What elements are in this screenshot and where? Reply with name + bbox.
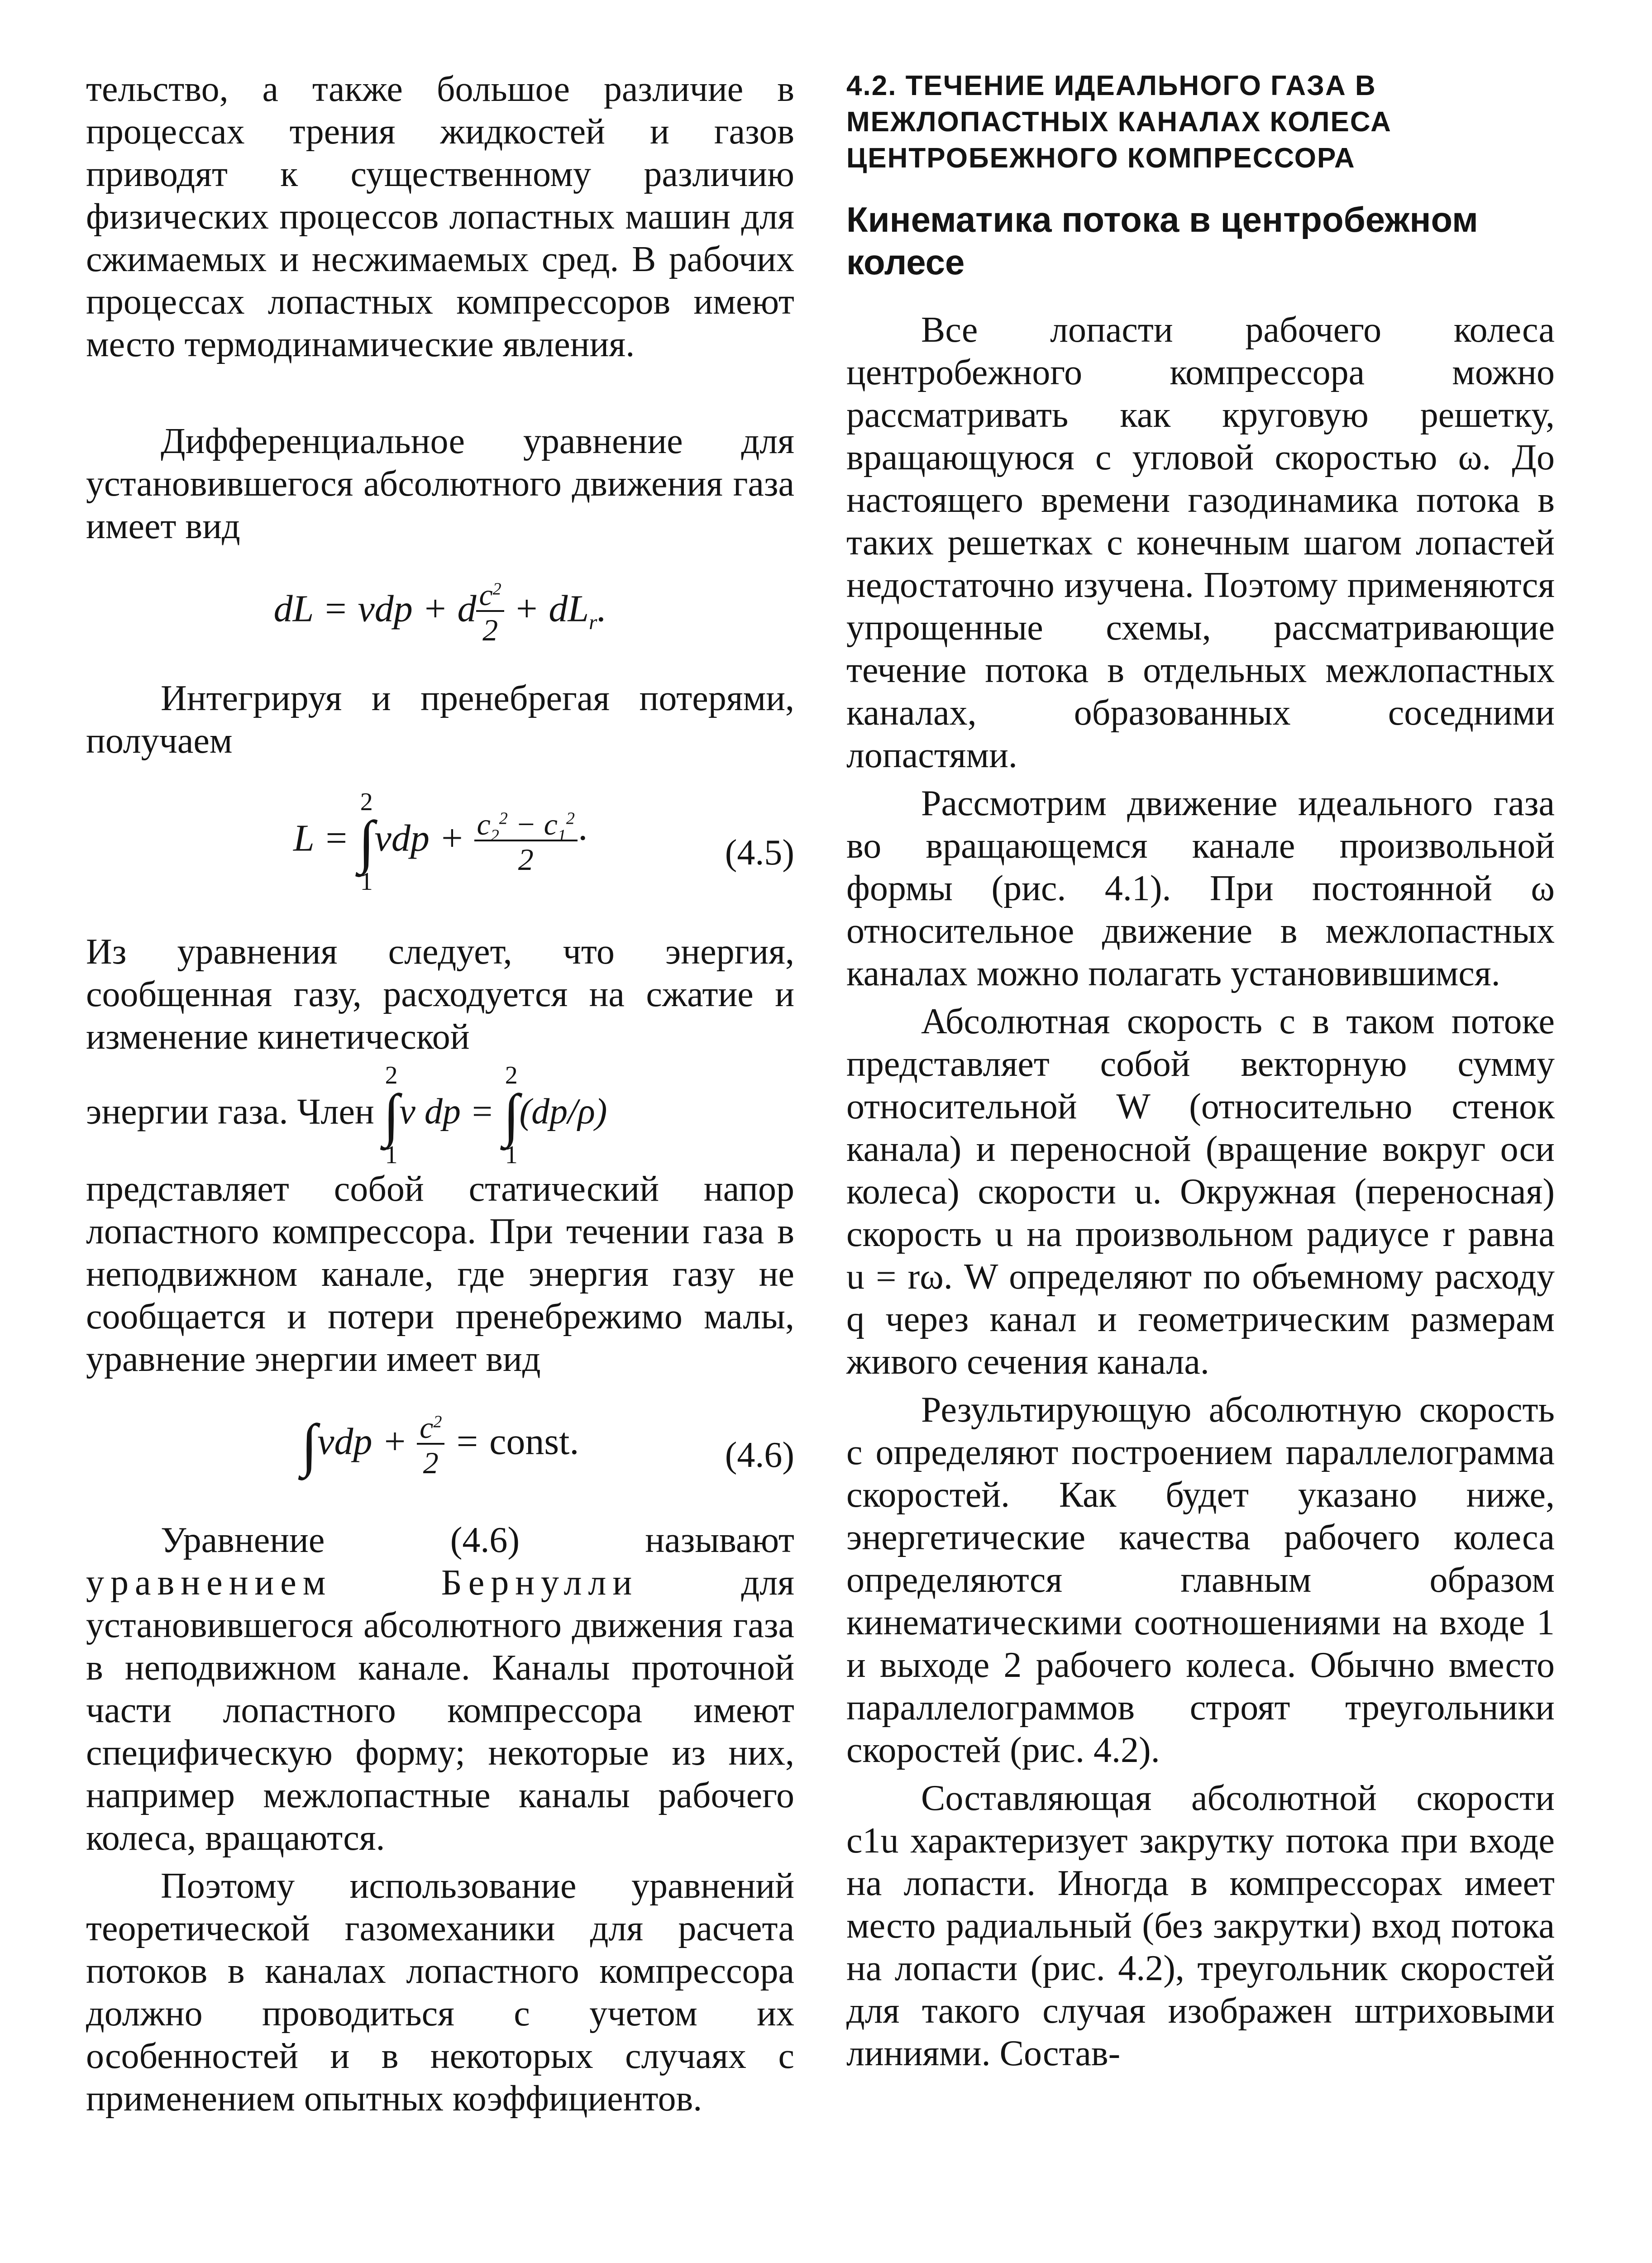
left-paragraph-7-a: Уравнение (4.6) называют — [161, 1520, 794, 1560]
left-paragraph-5: энергии газа. Член 2 ∫ 1 v dp = 2 ∫ 1 (dp/ρ) — [86, 1061, 607, 1169]
right-paragraph-1: Все лопасти рабочего колеса центробежного компрессора можно рассматривать как круговую решетку, вращающуюся с угловой скоростью ω. До настоящего времени газодинамика потока в таких решетках с конечным шагом лопастей недостаточно изучена. Поэтому применяются упрощенные схемы, рассматривающие течение потока в отдельных межлопастных каналах, образованных соседними лопастями. — [846, 310, 1555, 775]
section-heading: 4.2. ТЕЧЕНИЕ ИДЕАЛЬНОГО ГАЗА В МЕЖЛОПАСТНЫХ КАНАЛАХ КОЛЕСА ЦЕНТРОБЕЖНОГО КОМПРЕССОРА — [846, 70, 1392, 174]
left-paragraph-7 — [86, 1519, 794, 1859]
equation-number-4-5: (4.5) — [725, 833, 794, 873]
left-paragraph-5-start: энергии газа. Член — [86, 1092, 374, 1132]
right-paragraph-3: Абсолютная скорость c в таком потоке представляет собой векторную сумму относительной W (относительно стенок канала) и переносной (вращение вокруг оси колеса) скорости u. Окружная (переносная) скорость u на произвольном радиусе r равна u = rω. W определяют по объемному расходу q через канал и геометрическим размерам живого сечения канала. — [846, 1002, 1555, 1382]
left-paragraph-3: Интегрируя и пренебрегая потерями, получаем — [86, 678, 794, 761]
left-paragraph-7-b: для установившегося абсолютного движения газа в неподвижном канале. Каналы проточной части лопастного компрессора имеют специфическую форму; некоторые из них, например межлопастные каналы рабочего колеса, вращаются. — [86, 1563, 794, 1858]
right-paragraph-5: Составляющая абсолютной скорости c1u характеризует закрутку потока при входе на лопасти. Иногда в компрессорах имеет место радиальный (без закрутки) вход потока на лопасти (рис. 4.2), треугольник скоростей для такого случая изображен штриховыми линиями. Состав- — [846, 1778, 1555, 2073]
left-paragraph-4: Из уравнения следует, что энергия, сообщенная газу, расходуется на сжатие и изменение кинетической — [86, 932, 794, 1057]
left-paragraph-2: Дифференциальное уравнение для установившегося абсолютного движения газа имеет вид — [86, 421, 794, 546]
left-paragraph-8: Поэтому использование уравнений теоретической газомеханики для расчета потоков в каналах лопастного компрессора должно проводиться с учетом их особенностей и в некоторых случаях с применением опытных коэффициентов. — [86, 1866, 794, 2119]
equation-dL: dL = vdp + d $\frac{c^2}{2}$ + $dL_r$. — [273, 578, 607, 647]
left-paragraph-6: представляет собой статический напор лопастного компрессора. При течении газа в неподвижном канале, где энергия газу не сообщается и потери пренебрежимо малы, уравнение энергии имеет вид — [86, 1169, 794, 1379]
right-column — [846, 68, 1555, 2075]
subsection-heading: Кинематика потока в центробежном колесе — [846, 200, 1478, 282]
bernoulli-term: уравнением Бернулли — [86, 1563, 639, 1603]
right-paragraph-2: Рассмотрим движение идеального газа во вращающемся канале произвольной формы (рис. 4.1). При постоянной ω относительное движение в межлопастных каналах можно полагать установившимся. — [846, 783, 1555, 993]
left-paragraph-1: тельство, а также большое различие в процессах трения жидкостей и газов приводят к существенному различию физических процессов лопастных машин для сжимаемых и несжимаемых сред. В рабочих процессах лопастных компрессоров имеют место термодинамические явления. — [86, 69, 794, 364]
equation-4-6: ∫ vdp + $\frac{c^2}{2}$ = const. (4.6) — [301, 1410, 794, 1480]
left-column — [86, 68, 794, 2120]
equation-4-5: L = 2 ∫ 1 vdp + $\frac{c_2^2 - c_1^2}{2}$ · (4.5) — [293, 788, 794, 896]
equation-number-4-6: (4.6) — [725, 1435, 794, 1475]
right-paragraph-4: Результирующую абсолютную скорость c определяют построением параллелограмма скоростей. Как будет указано ниже, энергетические качества рабочего колеса определяются главным образом кинематическими соотношениями на входе 1 и выходе 2 рабочего колеса. Обычно вместо параллелограммов строят треугольники скоростей (рис. 4.2). — [846, 1390, 1555, 1770]
